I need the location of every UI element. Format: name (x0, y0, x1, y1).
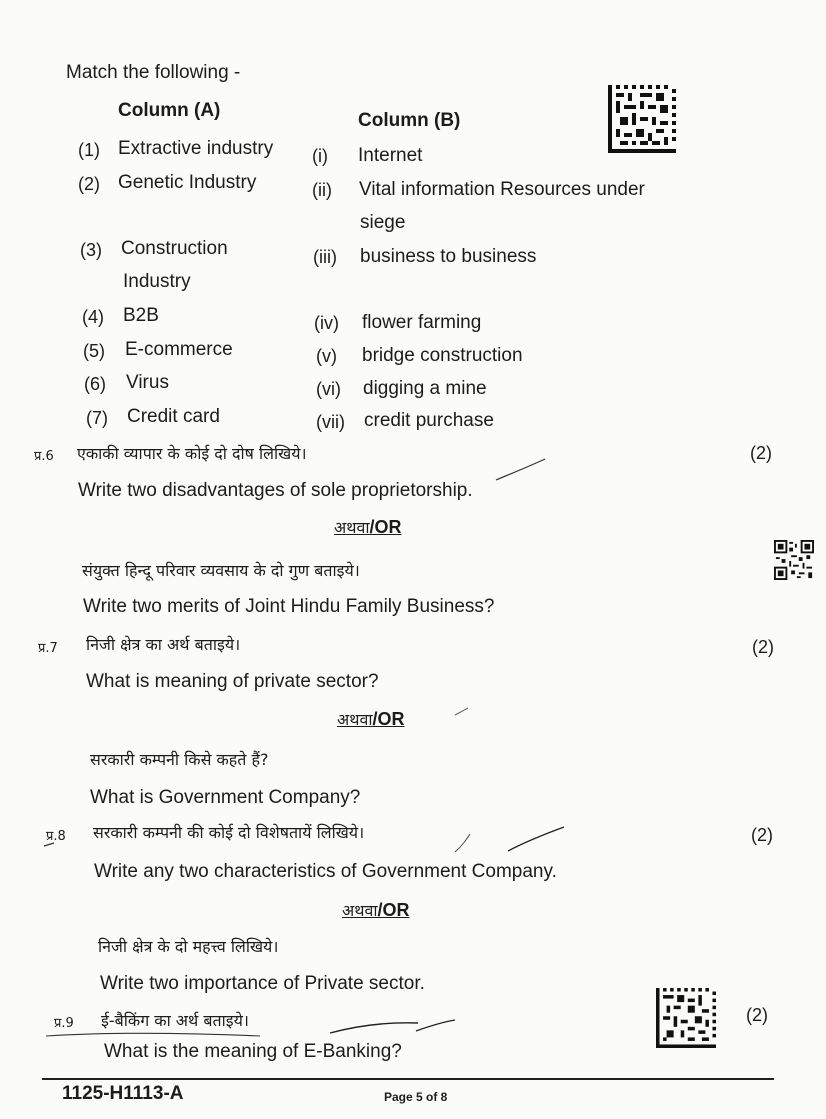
q8-english: Write any two characteristics of Government Company. (94, 861, 557, 882)
pen-mark (455, 834, 470, 852)
pen-mark (508, 827, 564, 851)
question-number-9: प्र.9 (54, 1016, 74, 1031)
col-a-num-6: (6) (84, 374, 106, 394)
q9-english: What is the meaning of E-Banking? (104, 1041, 402, 1062)
q7-alt-english: What is Government Company? (90, 787, 361, 808)
col-a-num-3: (3) (80, 240, 102, 260)
q8-or-english: OR (382, 900, 410, 920)
col-a-item-3-cont: Industry (123, 271, 191, 292)
q6-marks: (2) (750, 443, 772, 463)
column-a-header: Column (A) (118, 100, 221, 121)
q8-alt-english: Write two importance of Private sector. (100, 973, 425, 994)
q6-or-hindi: अथवा (334, 518, 370, 537)
col-a-item-4: B2B (123, 305, 159, 326)
col-a-num-4: (4) (82, 307, 104, 327)
pen-mark (455, 708, 468, 715)
q6-or-sep: / (369, 517, 375, 537)
col-b-num-2: (ii) (312, 180, 332, 200)
q6-alt-english: Write two merits of Joint Hindu Family Business? (83, 596, 495, 617)
col-a-num-2: (2) (78, 174, 100, 194)
question-number-7: प्र.7 (38, 641, 58, 656)
col-a-item-6: Virus (126, 372, 169, 393)
q7-english: What is meaning of private sector? (86, 671, 379, 692)
col-b-item-5: bridge construction (362, 345, 523, 366)
q9-marks: (2) (746, 1005, 768, 1025)
footer-rule (42, 1078, 774, 1080)
q6-english: Write two disadvantages of sole proprietorship. (78, 480, 473, 501)
q6-or-english: OR (374, 517, 402, 537)
question-number-6: प्र.6 (34, 449, 54, 464)
q6-hindi: एकाकी व्यापार के कोई दो दोष लिखिये। (77, 444, 307, 463)
col-b-item-3: business to business (360, 246, 537, 267)
q8-or-hindi: अथवा (342, 901, 378, 920)
q7-marks: (2) (752, 637, 774, 657)
q7-or-sep: / (372, 709, 378, 729)
col-b-num-6: (vi) (316, 379, 341, 399)
question-number-8: प्र.8 (46, 829, 66, 844)
col-b-item-2-cont: siege (360, 212, 406, 233)
q8-hindi: सरकारी कम्पनी की कोई दो विशेषतायें लिखिये। (93, 823, 365, 842)
page-number: Page 5 of 8 (384, 1090, 448, 1104)
col-b-item-1: Internet (358, 145, 423, 166)
col-a-num-5: (5) (83, 341, 105, 361)
column-b-header: Column (B) (358, 110, 461, 131)
col-a-item-5: E-commerce (125, 339, 233, 360)
col-a-item-2: Genetic Industry (118, 172, 257, 193)
q9-hindi: ई-बैकिंग का अर्थ बताइये। (101, 1011, 249, 1030)
col-b-num-5: (v) (316, 346, 337, 366)
col-a-item-7: Credit card (127, 406, 220, 427)
col-a-num-1: (1) (78, 140, 100, 160)
col-b-num-1: (i) (312, 146, 328, 166)
col-b-num-7: (vii) (316, 412, 345, 432)
q7-or-hindi: अथवा (337, 710, 373, 729)
q7-hindi: निजी क्षेत्र का अर्थ बताइये। (86, 635, 241, 654)
col-b-num-4: (iv) (314, 313, 339, 333)
match-heading: Match the following - (66, 62, 241, 83)
col-b-item-2: Vital information Resources under (359, 179, 645, 200)
q7-alt-hindi: सरकारी कम्पनी किसे कहते हैं? (90, 750, 269, 769)
col-a-num-7: (7) (86, 408, 108, 428)
paper-code: 1125-H1113-A (62, 1083, 184, 1104)
col-a-item-3: Construction (121, 238, 228, 259)
q8-or-sep: / (377, 900, 383, 920)
pen-mark (416, 1020, 455, 1031)
q8-alt-hindi: निजी क्षेत्र के दो महत्त्व लिखिये। (98, 937, 279, 956)
col-b-item-4: flower farming (362, 312, 482, 333)
col-a-item-1: Extractive industry (118, 138, 274, 159)
pen-mark (46, 1033, 260, 1036)
pen-mark (44, 843, 54, 846)
col-b-num-3: (iii) (313, 247, 337, 267)
pen-mark (330, 1023, 418, 1033)
pen-mark (496, 459, 545, 480)
col-b-item-6: digging a mine (363, 378, 487, 399)
q6-alt-hindi: संयुक्त हिन्दू परिवार व्यवसाय के दो गुण बताइये। (82, 561, 360, 580)
q8-marks: (2) (751, 825, 773, 845)
col-b-item-7: credit purchase (364, 410, 494, 431)
q7-or-english: OR (377, 709, 405, 729)
